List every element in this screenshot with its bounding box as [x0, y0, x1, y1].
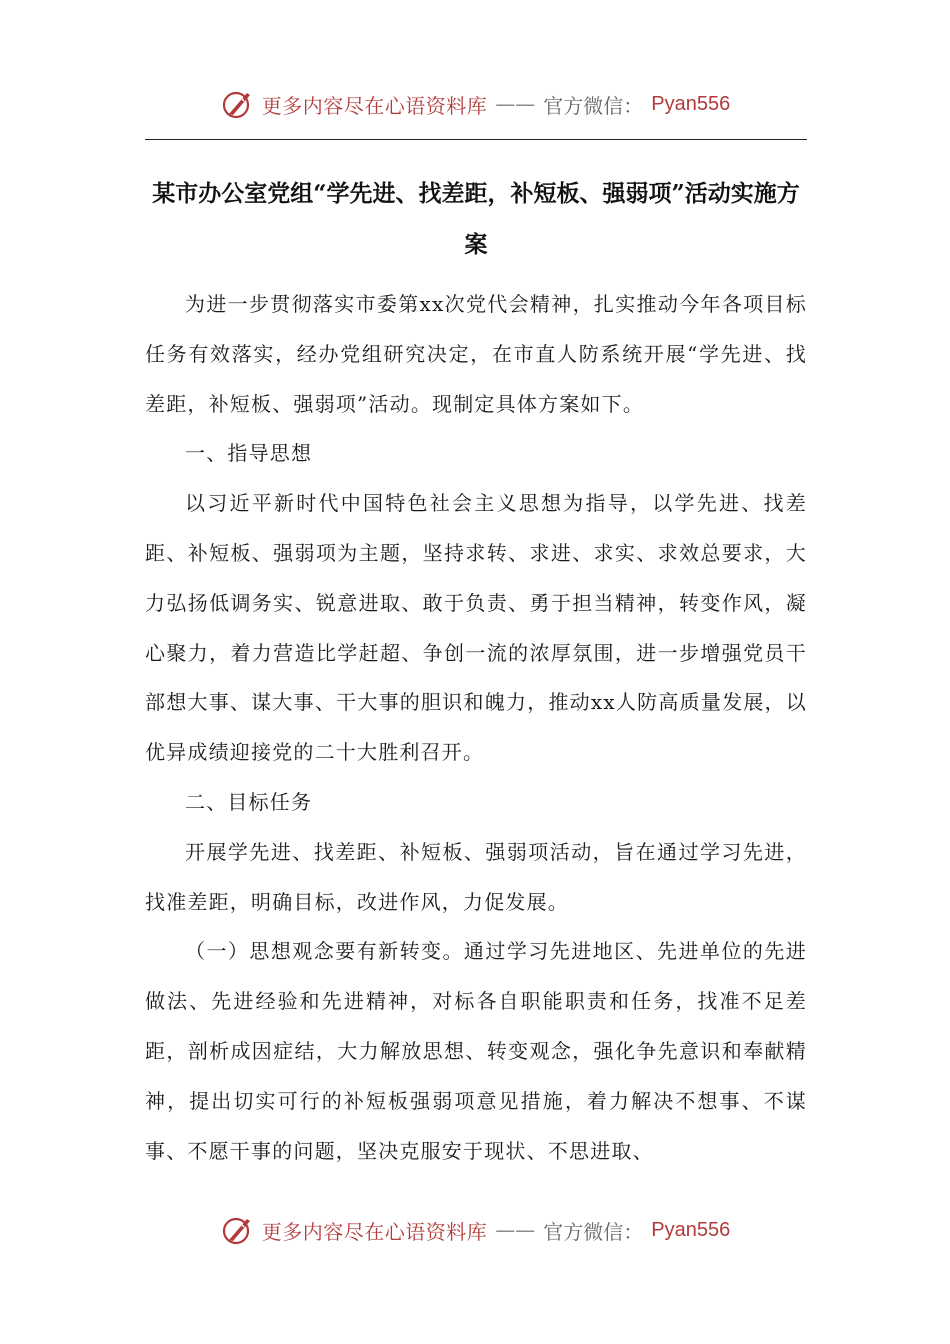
- quill-circle-logo-icon: [220, 87, 254, 121]
- watermark-brand: 更多内容尽在心语资料库: [261, 1219, 488, 1244]
- watermark-banner-top: [0, 82, 950, 126]
- paragraph-intro: 为进一步贯彻落实市委第xx次党代会精神，扎实推动今年各项目标任务有效落实，经办党组研究决定，在市直人防系统开展“学先进、找差距，补短板、强弱项”活动。现制定具体方案如下。: [145, 292, 807, 416]
- watermark-brand: 更多内容尽在心语资料库: [261, 93, 488, 118]
- quill-circle-logo-icon: [220, 1213, 254, 1247]
- watermark-separator: ——: [495, 1218, 536, 1242]
- watermark-wechat-id: Pyan556: [651, 1218, 731, 1241]
- paragraph-item-1: （一）思想观念要有新转变。通过学习先进地区、先进单位的先进做法、先进经验和先进精神，对标各自职能职责和任务，找准不足差距，剖析成因症结，大力解放思想、转变观念，强化争先意识和奉献精神，提出切实可行的补短板强弱项意见措施，着力解决不想事、不谋事、不愿干事的问题，坚决克服安于现状、不思进取、: [145, 939, 807, 1163]
- watermark-official-label: 官方微信：: [543, 1219, 644, 1244]
- section-heading-guiding-ideology: 一、指导思想: [185, 441, 313, 466]
- header-rule: [145, 139, 807, 140]
- paragraph-guiding-ideology: 以习近平新时代中国特色社会主义思想为指导，以学先进、找差距、补短板、强弱项为主题，坚持求转、求进、求实、求效总要求，大力弘扬低调务实、锐意进取、敢于负责、勇于担当精神，转变作风，凝心聚力，着力营造比学赶超、争创一流的浓厚氛围，进一步增强党员干部想大事、谋大事、干大事的胆识和魄力，推动xx人防高质量发展，以优异成绩迎接党的二十大胜利召开。: [145, 491, 807, 765]
- watermark-wechat-id: Pyan556: [651, 92, 731, 115]
- watermark-official-label: 官方微信：: [543, 93, 644, 118]
- paragraph-goals: 开展学先进、找差距、补短板、强弱项活动，旨在通过学习先进，找准差距，明确目标，改进作风，力促发展。: [145, 839, 807, 914]
- document-body: [145, 280, 807, 1176]
- section-heading-goals: 二、目标任务: [185, 789, 313, 814]
- watermark-separator: ——: [495, 92, 536, 116]
- watermark-banner-bottom: [0, 1208, 950, 1252]
- document-title: 某市办公室党组“学先进、找差距，补短板、强弱项”活动实施方案: [152, 180, 800, 258]
